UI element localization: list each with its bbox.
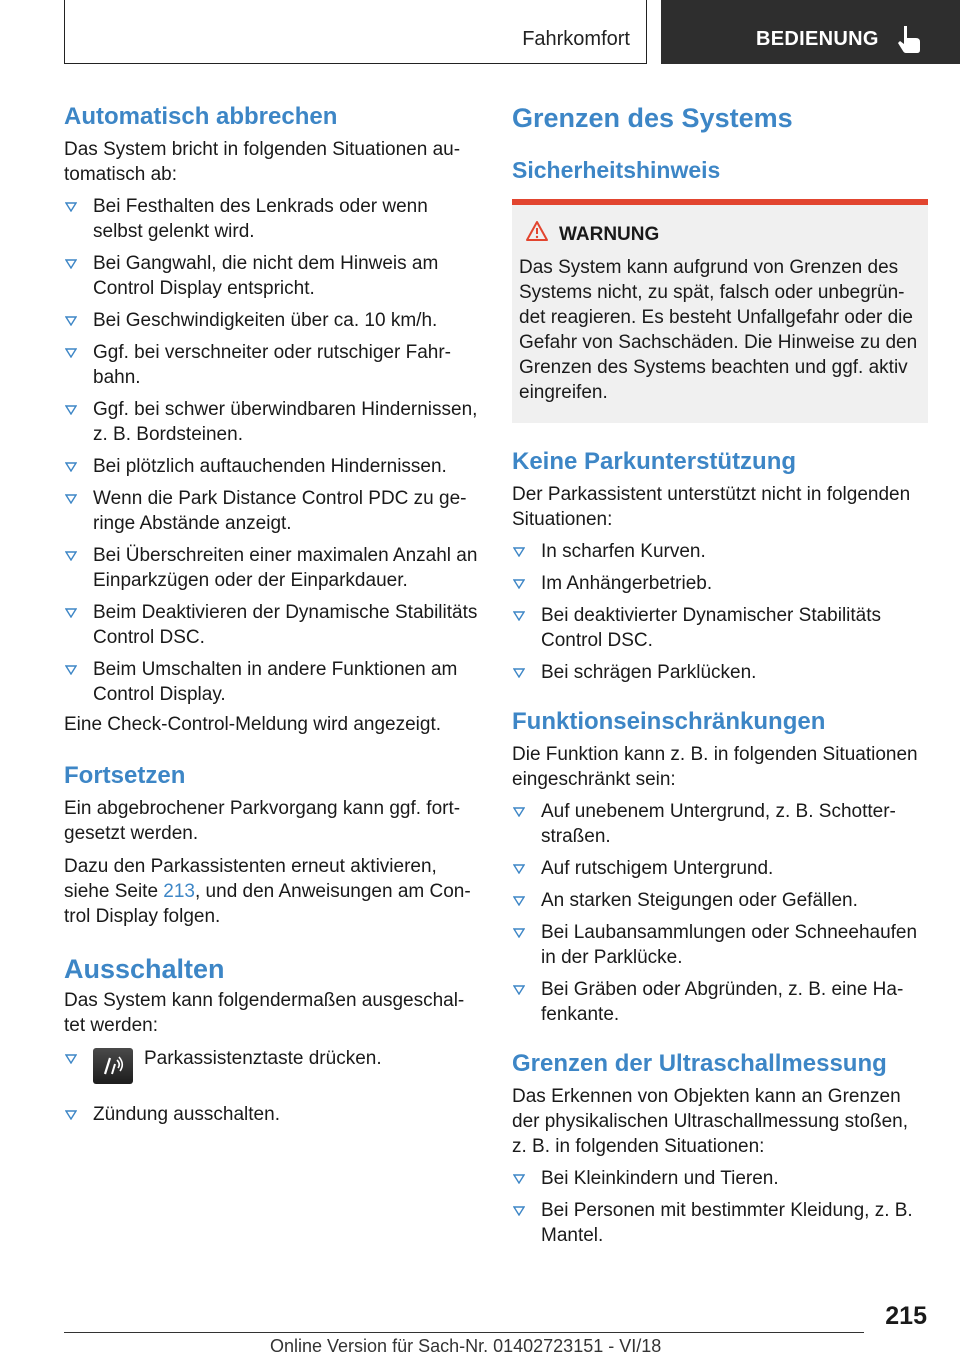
triangle-bullet-icon (513, 928, 525, 938)
list-item-text: Ggf. bei schwer überwindbaren Hindernissen, z. B. Bordsteinen. (93, 399, 478, 445)
heading-grenzen-des-systems: Grenzen des Systems (512, 103, 793, 133)
list-item (512, 1166, 928, 1191)
list-item-text: In scharfen Kurven. (541, 541, 706, 562)
list-abbrechen (64, 194, 480, 707)
warning-label: WARNUNG (559, 224, 660, 245)
list-item (64, 657, 480, 707)
triangle-bullet-icon (65, 551, 77, 561)
list-item-text: Im Anhängerbetrieb. (541, 573, 713, 594)
paragraph-ausschalten-intro: Das System kann folgendermaßen ausgeschal-tet werden: (64, 990, 465, 1036)
list-item-text: Bei deaktivierter Dynamischer Stabilitäts Control DSC. (541, 605, 882, 651)
list-item (512, 1198, 928, 1248)
list-item-text: Bei Festhalten des Lenkrads oder wenn selbst gelenkt wird. (93, 196, 428, 242)
triangle-bullet-icon (513, 807, 525, 817)
hand-pointer-icon (896, 24, 922, 54)
list-item-text: Bei Kleinkindern und Tieren. (541, 1168, 779, 1189)
warning-title (559, 223, 921, 247)
page-link-213[interactable]: 213 (163, 881, 195, 902)
list-item (64, 308, 480, 333)
page-header (64, 0, 960, 66)
triangle-bullet-icon (65, 348, 77, 358)
list-item (512, 539, 928, 564)
list-item (512, 888, 928, 913)
list-item-text: Ggf. bei verschneiter oder rutschiger Fahr-bahn. (93, 342, 451, 388)
list-item (512, 799, 928, 849)
list-item (64, 600, 480, 650)
list-item (64, 251, 480, 301)
heading-sicherheitshinweis: Sicherheitshinweis (512, 157, 721, 183)
list-item (64, 340, 480, 390)
triangle-bullet-icon (65, 316, 77, 326)
list-item (512, 603, 928, 653)
right-column (512, 100, 928, 1248)
triangle-bullet-icon (65, 665, 77, 675)
triangle-bullet-icon (65, 494, 77, 504)
heading-funktionseinschraenkungen: Funktionseinschränkungen (512, 708, 826, 735)
triangle-bullet-icon (65, 608, 77, 618)
list-ausschalten (64, 1046, 480, 1127)
list-item (64, 543, 480, 593)
heading-ultraschallmessung: Grenzen der Ultraschallmessung (512, 1050, 887, 1077)
list-item (512, 920, 928, 970)
header-chapter-box (661, 0, 960, 64)
paragraph-funktion-intro: Die Funktion kann z. B. in folgenden Situationen eingeschränkt sein: (512, 744, 918, 790)
list-funktionseinschraenkungen (512, 799, 928, 1027)
list-item (512, 660, 928, 685)
list-item-text: Bei Geschwindigkeiten über ca. 10 km/h. (93, 310, 438, 331)
list-item-text: Zündung ausschalten. (93, 1104, 280, 1125)
list-item-text: Auf unebenem Untergrund, z. B. Schotter-straßen. (541, 801, 896, 847)
warning-box (512, 199, 928, 423)
list-item-text: Bei Personen mit bestimmter Kleidung, z. B. Mantel. (541, 1200, 913, 1246)
footer-divider (64, 1332, 864, 1333)
paragraph-abbrechen-outro: Eine Check-Control-Meldung wird angezeigt. (64, 714, 442, 735)
list-item-text: Auf rutschigem Untergrund. (541, 858, 774, 879)
list-item-text: Bei schrägen Parklücken. (541, 662, 757, 683)
list-item-text: An starken Steigungen oder Gefällen. (541, 890, 858, 911)
triangle-bullet-icon (65, 405, 77, 415)
list-item (512, 571, 928, 596)
list-item-text: Beim Deaktivieren der Dynamische Stabilitäts Control DSC. (93, 602, 478, 648)
triangle-bullet-icon (65, 1110, 77, 1120)
heading-keine-parkunterstuetzung: Keine Parkunterstützung (512, 448, 797, 475)
warning-text: Das System kann aufgrund von Grenzen des Systems nicht, zu spät, falsch oder unbegrün-det reagieren. Es besteht Unfallgefahr oder die Gefahr von Sachschäden. Die Hinweise zu den Grenzen des Systems beachten und ggf. aktiv eingreifen. (519, 257, 918, 403)
list-item (64, 486, 480, 536)
left-column (64, 100, 480, 1127)
list-item-text: Bei plötzlich auftauchenden Hindernissen. (93, 456, 447, 477)
paragraph-keine-intro: Der Parkassistent unterstützt nicht in folgenden Situationen: (512, 484, 911, 530)
triangle-bullet-icon (513, 896, 525, 906)
list-ultraschallmessung (512, 1166, 928, 1248)
triangle-bullet-icon (65, 259, 77, 269)
paragraph-abbrechen-intro: Das System bricht in folgenden Situationen au-tomatisch ab: (64, 139, 461, 185)
list-item-text: Parkassistenztaste drücken. (144, 1048, 382, 1069)
heading-ausschalten: Ausschalten (64, 954, 225, 984)
list-item (64, 194, 480, 244)
list-item-text: Bei Gräben oder Abgründen, z. B. eine Ha-fenkante. (541, 979, 904, 1025)
triangle-bullet-icon (65, 1054, 77, 1064)
header-chapter-title: BEDIENUNG (756, 28, 879, 50)
text-fortsetzen-after: , und den Anweisungen am Con-trol Display folgen. (64, 881, 471, 927)
triangle-bullet-icon (513, 1174, 525, 1184)
footer-edition: Online Version für Sach-Nr. 01402723151 - VI/18 (270, 1336, 662, 1356)
header-section-box (64, 0, 647, 64)
header-section-title: Fahrkomfort (522, 28, 630, 50)
text-fortsetzen-before: Dazu den Parkassistenten erneut aktivieren, siehe Seite (64, 856, 437, 902)
paragraph-fortsetzen-1: Ein abgebrochener Parkvorgang kann ggf. fort-gesetzt werden. (64, 798, 461, 844)
triangle-bullet-icon (513, 668, 525, 678)
list-item-text: Bei Laubansammlungen oder Schneehaufen in der Parklücke. (541, 922, 918, 968)
triangle-bullet-icon (513, 985, 525, 995)
list-item-text: Bei Gangwahl, die nicht dem Hinweis am Control Display entspricht. (93, 253, 439, 299)
paragraph-ultraschall-intro: Das Erkennen von Objekten kann an Grenzen der physikalischen Ultraschallmessung stoßen, z. B. in folgenden Situationen: (512, 1086, 909, 1157)
heading-fortsetzen: Fortsetzen (64, 762, 186, 789)
triangle-bullet-icon (65, 462, 77, 472)
paragraph-fortsetzen-2 (64, 854, 480, 929)
warning-triangle-icon (525, 220, 549, 242)
list-item-text: Bei Überschreiten einer maximalen Anzahl an Einparkzügen oder der Einparkdauer. (93, 545, 478, 591)
triangle-bullet-icon (65, 202, 77, 212)
park-assist-button-icon (93, 1048, 133, 1084)
triangle-bullet-icon (513, 579, 525, 589)
list-item-text: Wenn die Park Distance Control PDC zu ge-ringe Abstände anzeigt. (93, 488, 467, 534)
triangle-bullet-icon (513, 864, 525, 874)
list-item (64, 397, 480, 447)
list-item (512, 977, 928, 1027)
list-item-text: Beim Umschalten in andere Funktionen am Control Display. (93, 659, 458, 705)
list-item (64, 1102, 480, 1127)
heading-automatisch-abbrechen: Automatisch abbrechen (64, 103, 338, 130)
triangle-bullet-icon (513, 547, 525, 557)
list-keine-parkunterstuetzung (512, 539, 928, 685)
list-item (64, 454, 480, 479)
list-item (64, 1046, 480, 1090)
page-number: 215 (885, 1302, 927, 1330)
list-item (512, 856, 928, 881)
triangle-bullet-icon (513, 611, 525, 621)
triangle-bullet-icon (513, 1206, 525, 1216)
